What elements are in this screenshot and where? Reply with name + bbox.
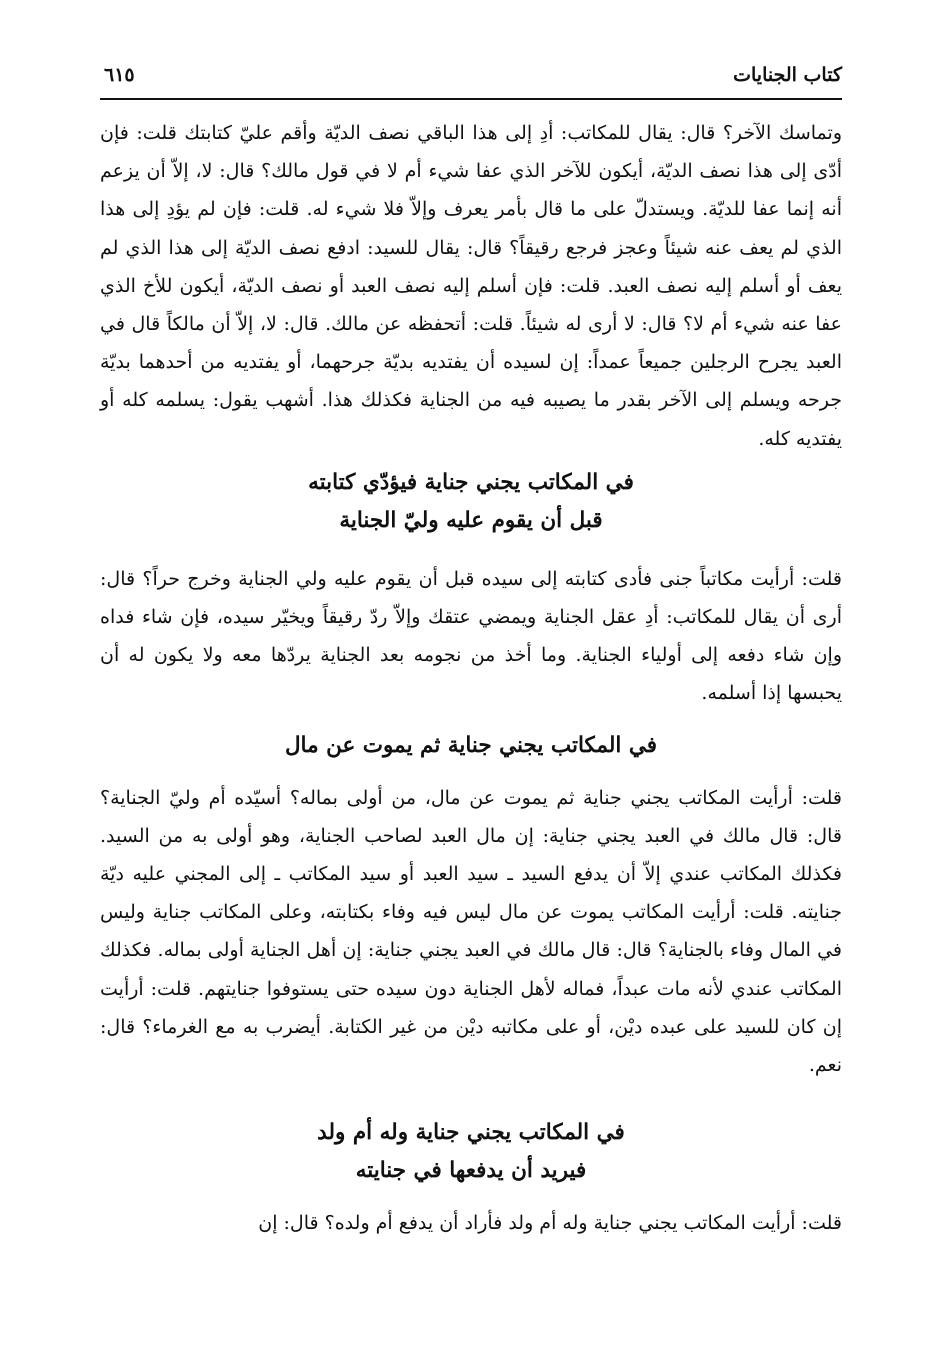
running-header	[100, 62, 842, 92]
book-title: كتاب الجنايات	[733, 64, 842, 86]
book-page	[100, 62, 842, 1342]
section-heading-line: في المكاتب يجني جناية وله أم ولد	[317, 1120, 625, 1146]
section-heading-paid-before-claim	[100, 464, 842, 540]
section-heading-line: فيريد أن يدفعها في جنايته	[355, 1158, 587, 1184]
section-heading-line: في المكاتب يجني جناية ثم يموت عن مال	[284, 732, 658, 758]
section-heading-line: قبل أن يقوم عليه وليّ الجناية	[339, 507, 603, 533]
paragraph-umm-walad: قلت: أرأيت المكاتب يجني جناية وله أم ولد فأراد أن يدفع أم ولده؟ قال: إن	[258, 1212, 842, 1235]
paragraph-continuation: وتماسك الآخر؟ قال: يقال للمكاتب: أدِ إلى هذا الباقي نصف الديّة وأقم عليّ كتابتك قلت: فإن أدّى إلى هذا نصف الديّة، أيكون للآخر الذي عفا شيء أم لا في قول مالك؟ قال: لا، إلاّ أن يزعم أنه إنما عفا للديّة. ويستدلّ على ما قال بأمر يعرف وإلاّ فلا شيء له. قلت: فإن لم يؤدِ إلى هذا الذي لم يعف عنه شيئاً وعجز فرجع رقيقاً؟ قال: يقال للسيد: ادفع نصف الديّة إلى هذا الذي لم يعف أو أسلم إليه نصف العبد. قلت: فإن أسلم إليه نصف العبد أو نصف الديّة، أيكون للأخ الذي عفا عنه شيء أم لا؟ قال: لا أرى له شيئاً. قلت: أتحفظه عن مالك. قال: لا، إلاّ أن مالكاً قال في العبد يجرح الرجلين جميعاً عمداً: إن لسيده أن يفتديه بديّة جرحهما، أو يفتديه من أحدهما بديّة جرحه ويسلم إلى الآخر بقدر ما يصيبه فيه من الجناية فكذلك هذا. أشهب يقول: يسلمه كله أو يفتديه كله.	[100, 122, 843, 450]
paragraph-paid-before-claim: قلت: أرأيت مكاتباً جنى فأدى كتابته إلى سيده قبل أن يقوم عليه ولي الجناية وخرج حراً؟ قال: أرى أن يقال للمكاتب: أدِ عقل الجناية ويمضي عتقك وإلاّ ردّ رقيقاً ويخيّر سيده، فإن شاء فداه وإن شاء دفعه إلى أولياء الجناية. وما أخذ من نجومه بعد الجناية يردّها معه ولا يكون له أن يحبسها إذا أسلمه.	[100, 567, 842, 705]
page-number: ٦١٥	[104, 64, 135, 86]
section-heading-dies-with-property	[100, 727, 842, 765]
header-rule	[100, 98, 842, 100]
section-heading-line: في المكاتب يجني جناية فيؤدّي كتابته	[308, 469, 634, 495]
paragraph-dies-with-property: قلت: أرأيت المكاتب يجني جناية ثم يموت عن مال، من أولى بماله؟ أسيّده أم وليّ الجناية؟ قال: قال مالك في العبد يجني جناية: إن مال العبد لصاحب الجناية، وهو أولى به من السيد. فكذلك المكاتب عندي إلاّ أن يدفع السيد ـ سيد العبد أو سيد المكاتب ـ إلى المجني عليه ديّة جنايته. قلت: أرأيت المكاتب يموت عن مال ليس فيه وفاء بكتابته، وعلى المكاتب جناية وليس في المال وفاء بالجناية؟ قال: قال مالك في العبد يجني جناية: إن أهل الجناية أولى بماله. فكذلك المكاتب عندي لأنه مات عبداً، فماله لأهل الجناية دون سيده حتى يستوفوا جنايتهم. قلت: أرأيت إن كان للسيد على عبده ديْن، أو على مكاتبه ديْن من غير الكتابة. أيضرب به مع الغرماء؟ قال: نعم.	[100, 786, 842, 1077]
section-heading-umm-walad	[100, 1114, 842, 1190]
